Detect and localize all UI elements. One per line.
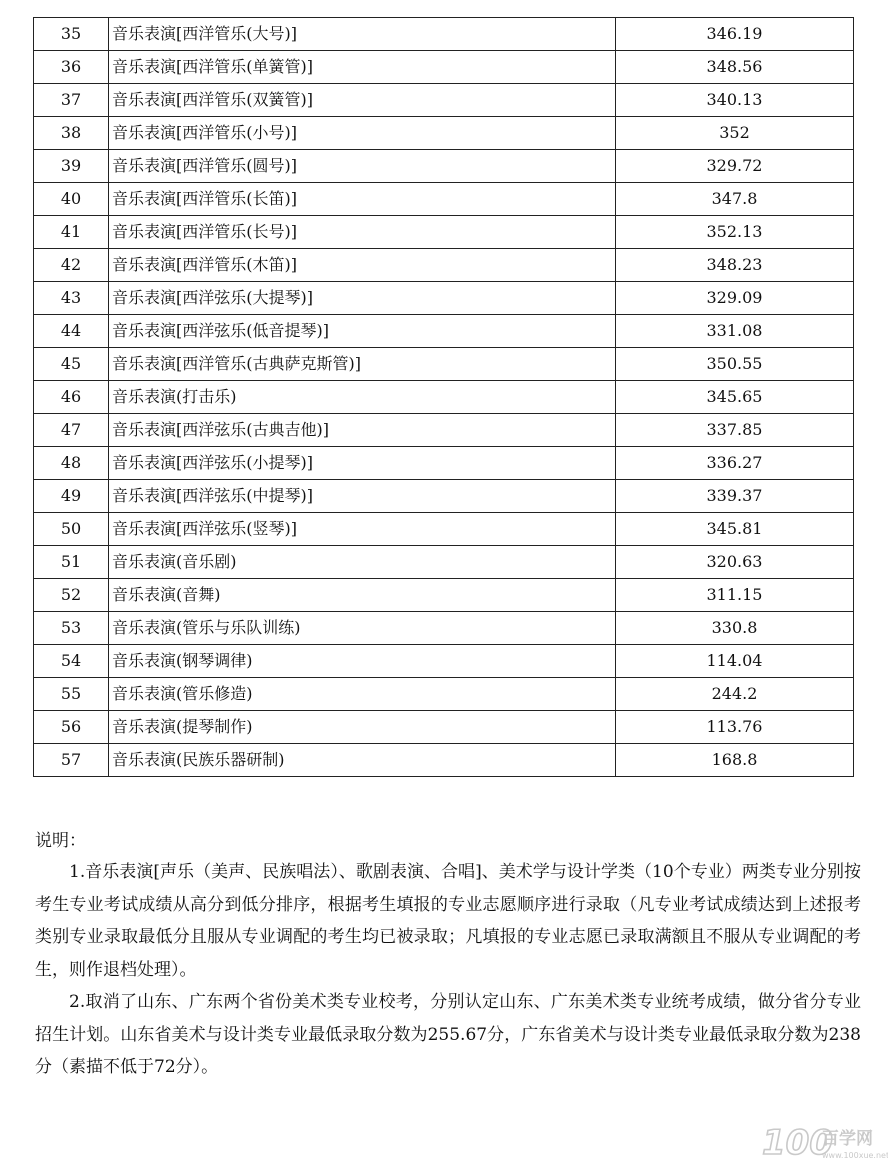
table-row bbox=[34, 348, 854, 381]
major-name: 音乐表演[西洋管乐(双簧管)] bbox=[109, 84, 616, 117]
note-paragraph-2: 2.取消了山东、广东两个省份美术类专业校考，分别认定山东、广东美术类专业统考成绩，做分省分专业招生计划。山东省美术与设计类专业最低录取分数为255.67分，广东省美术与设计类专业最低录取分数为238分（素描不低于72分）。 bbox=[35, 992, 861, 1077]
table-row bbox=[34, 117, 854, 150]
100xue-logo-icon bbox=[760, 1120, 888, 1164]
major-name: 音乐表演(民族乐器研制) bbox=[109, 744, 616, 777]
major-name: 音乐表演[西洋弦乐(中提琴)] bbox=[109, 480, 616, 513]
major-name: 音乐表演(钢琴调律) bbox=[109, 645, 616, 678]
table-row bbox=[34, 678, 854, 711]
min-score: 113.76 bbox=[616, 711, 854, 744]
major-name: 音乐表演[西洋管乐(古典萨克斯管)] bbox=[109, 348, 616, 381]
major-name: 音乐表演(提琴制作) bbox=[109, 711, 616, 744]
min-score: 114.04 bbox=[616, 645, 854, 678]
major-name: 音乐表演[西洋管乐(木笛)] bbox=[109, 249, 616, 282]
row-number: 37 bbox=[34, 84, 109, 117]
row-number: 56 bbox=[34, 711, 109, 744]
row-number: 42 bbox=[34, 249, 109, 282]
major-name: 音乐表演(管乐修造) bbox=[109, 678, 616, 711]
major-name: 音乐表演[西洋管乐(圆号)] bbox=[109, 150, 616, 183]
note-paragraph-1: 1.音乐表演[声乐（美声、民族唱法）、歌剧表演、合唱]、美术学与设计学类（10个专业）两类专业分别按考生专业考试成绩从高分到低分排序，根据考生填报的专业志愿顺序进行录取（凡专业考试成绩达到上述报考类别专业录取最低分且服从专业调配的考生均已被录取；凡填报的专业志愿已录取满额且不服从专业调配的考生，则作退档处理）。 bbox=[35, 862, 861, 980]
row-number: 36 bbox=[34, 51, 109, 84]
min-score: 352 bbox=[616, 117, 854, 150]
min-score: 347.8 bbox=[616, 183, 854, 216]
min-score: 340.13 bbox=[616, 84, 854, 117]
min-score: 352.13 bbox=[616, 216, 854, 249]
major-name: 音乐表演(音乐剧) bbox=[109, 546, 616, 579]
major-name: 音乐表演[西洋管乐(长号)] bbox=[109, 216, 616, 249]
major-name: 音乐表演(音舞) bbox=[109, 579, 616, 612]
watermark-number: 100 bbox=[762, 1123, 833, 1163]
major-name: 音乐表演[西洋管乐(长笛)] bbox=[109, 183, 616, 216]
table-row bbox=[34, 480, 854, 513]
table-row bbox=[34, 513, 854, 546]
notes-title: 说明： bbox=[35, 831, 86, 851]
table-row bbox=[34, 447, 854, 480]
row-number: 39 bbox=[34, 150, 109, 183]
row-number: 45 bbox=[34, 348, 109, 381]
major-name: 音乐表演[西洋管乐(单簧管)] bbox=[109, 51, 616, 84]
admission-score-table bbox=[33, 17, 854, 777]
table-row bbox=[34, 183, 854, 216]
major-name: 音乐表演[西洋管乐(大号)] bbox=[109, 18, 616, 51]
row-number: 47 bbox=[34, 414, 109, 447]
major-name: 音乐表演(管乐与乐队训练) bbox=[109, 612, 616, 645]
min-score: 329.72 bbox=[616, 150, 854, 183]
table-row bbox=[34, 381, 854, 414]
major-name: 音乐表演[西洋弦乐(小提琴)] bbox=[109, 447, 616, 480]
min-score: 337.85 bbox=[616, 414, 854, 447]
min-score: 345.65 bbox=[616, 381, 854, 414]
min-score: 336.27 bbox=[616, 447, 854, 480]
table-row bbox=[34, 84, 854, 117]
row-number: 40 bbox=[34, 183, 109, 216]
row-number: 54 bbox=[34, 645, 109, 678]
watermark-brand: 百学网 bbox=[822, 1129, 873, 1149]
table-row bbox=[34, 51, 854, 84]
table-row bbox=[34, 711, 854, 744]
major-name: 音乐表演[西洋弦乐(竖琴)] bbox=[109, 513, 616, 546]
min-score: 350.55 bbox=[616, 348, 854, 381]
row-number: 52 bbox=[34, 579, 109, 612]
row-number: 50 bbox=[34, 513, 109, 546]
major-name: 音乐表演(打击乐) bbox=[109, 381, 616, 414]
row-number: 46 bbox=[34, 381, 109, 414]
min-score: 339.37 bbox=[616, 480, 854, 513]
row-number: 55 bbox=[34, 678, 109, 711]
min-score: 311.15 bbox=[616, 579, 854, 612]
row-number: 38 bbox=[34, 117, 109, 150]
min-score: 320.63 bbox=[616, 546, 854, 579]
min-score: 329.09 bbox=[616, 282, 854, 315]
major-name: 音乐表演[西洋管乐(小号)] bbox=[109, 117, 616, 150]
table-row bbox=[34, 579, 854, 612]
table-row bbox=[34, 18, 854, 51]
min-score: 345.81 bbox=[616, 513, 854, 546]
min-score: 330.8 bbox=[616, 612, 854, 645]
row-number: 53 bbox=[34, 612, 109, 645]
table-row bbox=[34, 645, 854, 678]
row-number: 49 bbox=[34, 480, 109, 513]
watermark-url: www.100xue.net bbox=[822, 1151, 888, 1160]
row-number: 48 bbox=[34, 447, 109, 480]
table-row bbox=[34, 414, 854, 447]
min-score: 331.08 bbox=[616, 315, 854, 348]
row-number: 44 bbox=[34, 315, 109, 348]
major-name: 音乐表演[西洋弦乐(大提琴)] bbox=[109, 282, 616, 315]
row-number: 57 bbox=[34, 744, 109, 777]
min-score: 168.8 bbox=[616, 744, 854, 777]
notes-section bbox=[35, 826, 861, 1084]
row-number: 43 bbox=[34, 282, 109, 315]
min-score: 348.23 bbox=[616, 249, 854, 282]
row-number: 51 bbox=[34, 546, 109, 579]
min-score: 244.2 bbox=[616, 678, 854, 711]
table-row bbox=[34, 612, 854, 645]
table-row bbox=[34, 216, 854, 249]
major-name: 音乐表演[西洋弦乐(古典吉他)] bbox=[109, 414, 616, 447]
row-number: 41 bbox=[34, 216, 109, 249]
min-score: 346.19 bbox=[616, 18, 854, 51]
score-table-body bbox=[34, 18, 854, 777]
table-row bbox=[34, 150, 854, 183]
table-row bbox=[34, 282, 854, 315]
major-name: 音乐表演[西洋弦乐(低音提琴)] bbox=[109, 315, 616, 348]
table-row bbox=[34, 249, 854, 282]
watermark-logo bbox=[760, 1120, 888, 1164]
table-row bbox=[34, 744, 854, 777]
row-number: 35 bbox=[34, 18, 109, 51]
table-row bbox=[34, 546, 854, 579]
table-row bbox=[34, 315, 854, 348]
min-score: 348.56 bbox=[616, 51, 854, 84]
